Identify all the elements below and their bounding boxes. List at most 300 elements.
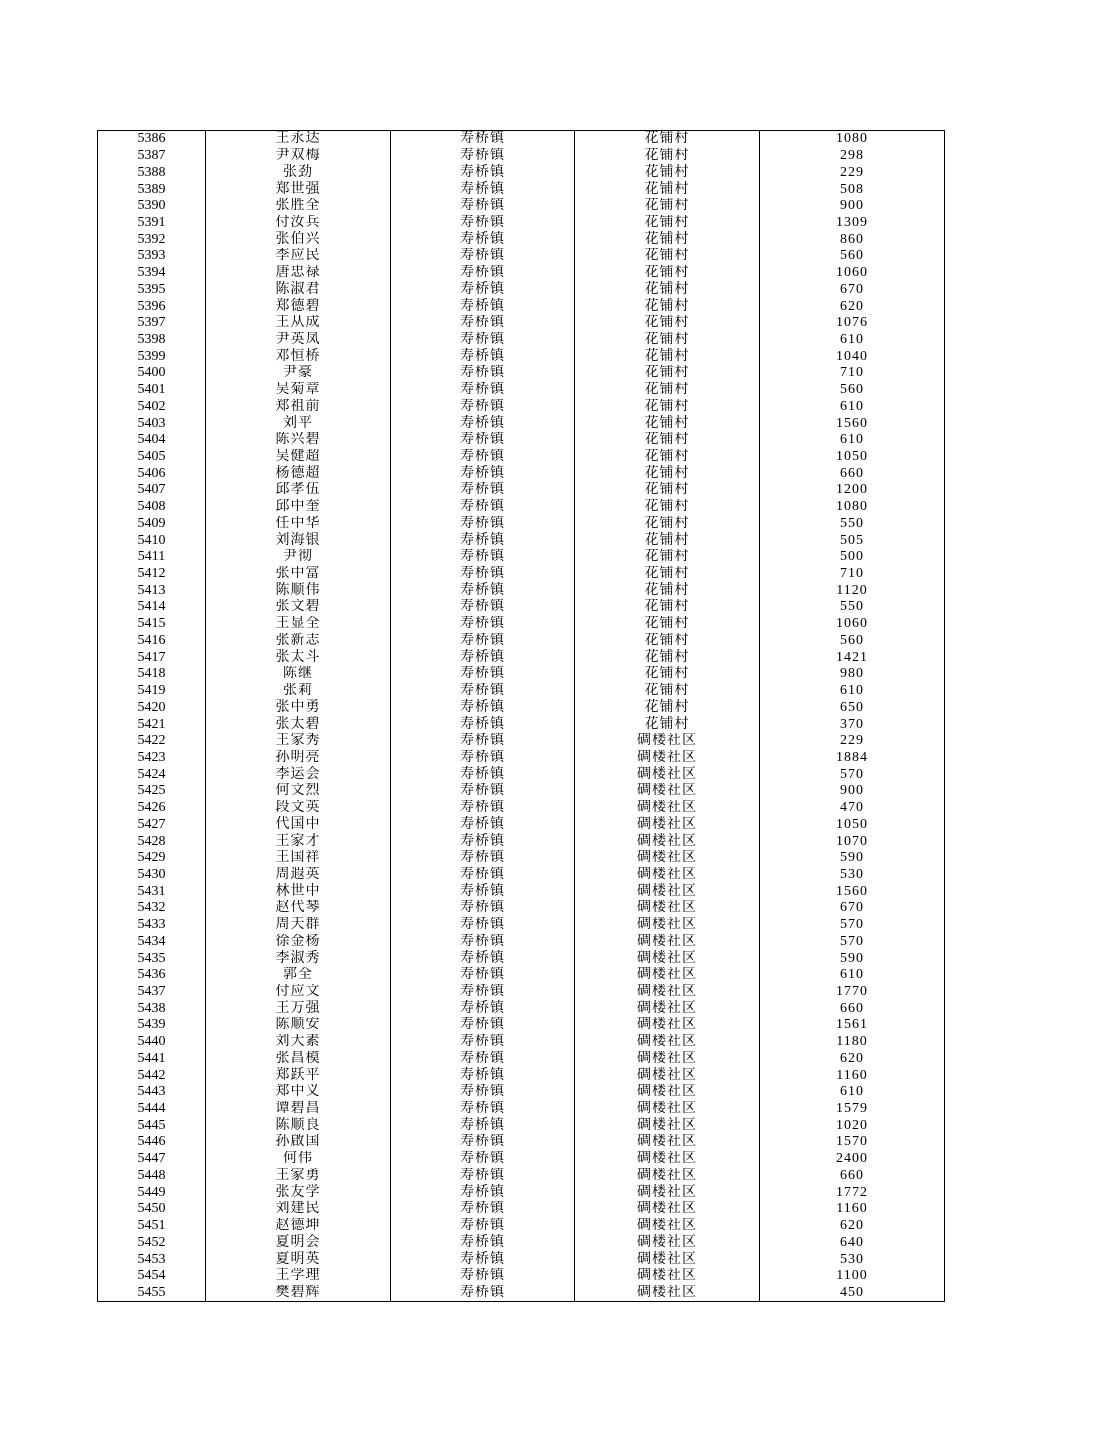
table-row	[98, 616, 945, 633]
name-cell: 王永达	[206, 131, 391, 148]
name-cell: 张昌模	[206, 1051, 391, 1068]
amount-cell: 610	[760, 399, 945, 416]
record-number-cell: 5446	[98, 1134, 206, 1151]
town-cell: 寿桥镇	[391, 399, 575, 416]
table-row	[98, 1218, 945, 1235]
name-cell: 张太碧	[206, 716, 391, 733]
name-cell: 尹双梅	[206, 148, 391, 165]
amount-cell: 508	[760, 181, 945, 198]
record-number-cell: 5443	[98, 1084, 206, 1101]
table-row	[98, 917, 945, 934]
village-cell: 花铺村	[575, 164, 760, 181]
record-number-cell: 5398	[98, 332, 206, 349]
record-number-cell: 5402	[98, 399, 206, 416]
record-number-cell: 5454	[98, 1268, 206, 1285]
amount-cell: 1076	[760, 315, 945, 332]
record-number-cell: 5396	[98, 298, 206, 315]
name-cell: 何文烈	[206, 783, 391, 800]
record-number-cell: 5388	[98, 164, 206, 181]
town-cell: 寿桥镇	[391, 699, 575, 716]
name-cell: 张中勇	[206, 699, 391, 716]
village-cell: 花铺村	[575, 449, 760, 466]
amount-cell: 570	[760, 917, 945, 934]
table-row	[98, 1268, 945, 1285]
village-cell: 花铺村	[575, 599, 760, 616]
record-number-cell: 5417	[98, 649, 206, 666]
amount-cell: 1200	[760, 482, 945, 499]
records-table-body	[98, 131, 945, 1302]
village-cell: 碉楼社区	[575, 1101, 760, 1118]
table-row	[98, 281, 945, 298]
table-row	[98, 800, 945, 817]
town-cell: 寿桥镇	[391, 1084, 575, 1101]
table-row	[98, 649, 945, 666]
amount-cell: 1060	[760, 265, 945, 282]
table-row	[98, 415, 945, 432]
table-row	[98, 181, 945, 198]
table-row	[98, 934, 945, 951]
town-cell: 寿桥镇	[391, 967, 575, 984]
town-cell: 寿桥镇	[391, 365, 575, 382]
table-row	[98, 850, 945, 867]
amount-cell: 1120	[760, 582, 945, 599]
record-number-cell: 5447	[98, 1151, 206, 1168]
record-number-cell: 5449	[98, 1184, 206, 1201]
name-cell: 王显全	[206, 616, 391, 633]
record-number-cell: 5395	[98, 281, 206, 298]
town-cell: 寿桥镇	[391, 315, 575, 332]
village-cell: 花铺村	[575, 365, 760, 382]
town-cell: 寿桥镇	[391, 148, 575, 165]
village-cell: 花铺村	[575, 499, 760, 516]
record-number-cell: 5404	[98, 432, 206, 449]
record-number-cell: 5433	[98, 917, 206, 934]
amount-cell: 570	[760, 934, 945, 951]
amount-cell: 1884	[760, 750, 945, 767]
town-cell: 寿桥镇	[391, 950, 575, 967]
record-number-cell: 5400	[98, 365, 206, 382]
amount-cell: 560	[760, 248, 945, 265]
name-cell: 杨德超	[206, 465, 391, 482]
town-cell: 寿桥镇	[391, 1168, 575, 1185]
town-cell: 寿桥镇	[391, 633, 575, 650]
record-number-cell: 5414	[98, 599, 206, 616]
record-number-cell: 5413	[98, 582, 206, 599]
name-cell: 赵代琴	[206, 900, 391, 917]
amount-cell: 620	[760, 1051, 945, 1068]
amount-cell: 610	[760, 683, 945, 700]
amount-cell: 610	[760, 332, 945, 349]
name-cell: 周天群	[206, 917, 391, 934]
town-cell: 寿桥镇	[391, 1134, 575, 1151]
record-number-cell: 5416	[98, 633, 206, 650]
village-cell: 碉楼社区	[575, 1268, 760, 1285]
name-cell: 陈顺良	[206, 1117, 391, 1134]
village-cell: 碉楼社区	[575, 1067, 760, 1084]
name-cell: 郑德碧	[206, 298, 391, 315]
record-number-cell: 5419	[98, 683, 206, 700]
amount-cell: 670	[760, 281, 945, 298]
records-table	[97, 130, 945, 1302]
table-row	[98, 399, 945, 416]
name-cell: 王家秀	[206, 733, 391, 750]
village-cell: 碉楼社区	[575, 1134, 760, 1151]
town-cell: 寿桥镇	[391, 833, 575, 850]
town-cell: 寿桥镇	[391, 1051, 575, 1068]
town-cell: 寿桥镇	[391, 516, 575, 533]
town-cell: 寿桥镇	[391, 131, 575, 148]
table-row	[98, 816, 945, 833]
name-cell: 张友学	[206, 1184, 391, 1201]
table-row	[98, 365, 945, 382]
town-cell: 寿桥镇	[391, 248, 575, 265]
record-number-cell: 5408	[98, 499, 206, 516]
name-cell: 李应民	[206, 248, 391, 265]
table-row	[98, 582, 945, 599]
record-number-cell: 5445	[98, 1117, 206, 1134]
town-cell: 寿桥镇	[391, 867, 575, 884]
village-cell: 花铺村	[575, 482, 760, 499]
record-number-cell: 5390	[98, 198, 206, 215]
village-cell: 碉楼社区	[575, 833, 760, 850]
village-cell: 碉楼社区	[575, 917, 760, 934]
record-number-cell: 5436	[98, 967, 206, 984]
village-cell: 碉楼社区	[575, 1051, 760, 1068]
name-cell: 徐金杨	[206, 934, 391, 951]
amount-cell: 670	[760, 900, 945, 917]
town-cell: 寿桥镇	[391, 1034, 575, 1051]
amount-cell: 1080	[760, 131, 945, 148]
table-row	[98, 1084, 945, 1101]
record-number-cell: 5420	[98, 699, 206, 716]
town-cell: 寿桥镇	[391, 1117, 575, 1134]
name-cell: 何伟	[206, 1151, 391, 1168]
village-cell: 花铺村	[575, 198, 760, 215]
record-number-cell: 5391	[98, 215, 206, 232]
amount-cell: 1560	[760, 415, 945, 432]
village-cell: 碉楼社区	[575, 1034, 760, 1051]
name-cell: 张文碧	[206, 599, 391, 616]
village-cell: 花铺村	[575, 532, 760, 549]
amount-cell: 298	[760, 148, 945, 165]
name-cell: 陈继	[206, 666, 391, 683]
town-cell: 寿桥镇	[391, 1251, 575, 1268]
town-cell: 寿桥镇	[391, 215, 575, 232]
table-row	[98, 900, 945, 917]
village-cell: 花铺村	[575, 432, 760, 449]
amount-cell: 1060	[760, 616, 945, 633]
village-cell: 花铺村	[575, 683, 760, 700]
name-cell: 王家才	[206, 833, 391, 850]
table-row	[98, 984, 945, 1001]
village-cell: 碉楼社区	[575, 800, 760, 817]
record-number-cell: 5455	[98, 1285, 206, 1302]
town-cell: 寿桥镇	[391, 164, 575, 181]
table-row	[98, 248, 945, 265]
table-row	[98, 1234, 945, 1251]
village-cell: 碉楼社区	[575, 783, 760, 800]
table-row	[98, 766, 945, 783]
table-row	[98, 1000, 945, 1017]
town-cell: 寿桥镇	[391, 1285, 575, 1302]
table-row	[98, 1117, 945, 1134]
table-row	[98, 666, 945, 683]
amount-cell: 640	[760, 1234, 945, 1251]
amount-cell: 1560	[760, 883, 945, 900]
record-number-cell: 5434	[98, 934, 206, 951]
town-cell: 寿桥镇	[391, 265, 575, 282]
amount-cell: 660	[760, 1168, 945, 1185]
village-cell: 碉楼社区	[575, 1000, 760, 1017]
town-cell: 寿桥镇	[391, 900, 575, 917]
table-row	[98, 733, 945, 750]
name-cell: 孙明亮	[206, 750, 391, 767]
amount-cell: 1160	[760, 1067, 945, 1084]
table-row	[98, 633, 945, 650]
amount-cell: 530	[760, 1251, 945, 1268]
record-number-cell: 5407	[98, 482, 206, 499]
village-cell: 碉楼社区	[575, 1201, 760, 1218]
record-number-cell: 5406	[98, 465, 206, 482]
table-row	[98, 465, 945, 482]
table-row	[98, 1201, 945, 1218]
amount-cell: 660	[760, 465, 945, 482]
record-number-cell: 5392	[98, 231, 206, 248]
town-cell: 寿桥镇	[391, 549, 575, 566]
table-row	[98, 131, 945, 148]
name-cell: 郑祖前	[206, 399, 391, 416]
town-cell: 寿桥镇	[391, 934, 575, 951]
record-number-cell: 5425	[98, 783, 206, 800]
table-row	[98, 482, 945, 499]
village-cell: 花铺村	[575, 549, 760, 566]
amount-cell: 900	[760, 198, 945, 215]
village-cell: 碉楼社区	[575, 1084, 760, 1101]
village-cell: 碉楼社区	[575, 1117, 760, 1134]
record-number-cell: 5426	[98, 800, 206, 817]
table-row	[98, 716, 945, 733]
name-cell: 樊碧辉	[206, 1285, 391, 1302]
town-cell: 寿桥镇	[391, 482, 575, 499]
table-row	[98, 265, 945, 282]
village-cell: 碉楼社区	[575, 1285, 760, 1302]
village-cell: 碉楼社区	[575, 750, 760, 767]
record-number-cell: 5387	[98, 148, 206, 165]
town-cell: 寿桥镇	[391, 1201, 575, 1218]
table-row	[98, 198, 945, 215]
village-cell: 花铺村	[575, 265, 760, 282]
town-cell: 寿桥镇	[391, 181, 575, 198]
table-row	[98, 950, 945, 967]
name-cell: 邱中奎	[206, 499, 391, 516]
amount-cell: 660	[760, 1000, 945, 1017]
name-cell: 张中富	[206, 566, 391, 583]
amount-cell: 560	[760, 382, 945, 399]
amount-cell: 1050	[760, 449, 945, 466]
record-number-cell: 5389	[98, 181, 206, 198]
town-cell: 寿桥镇	[391, 750, 575, 767]
village-cell: 碉楼社区	[575, 984, 760, 1001]
name-cell: 邱孝伍	[206, 482, 391, 499]
village-cell: 碉楼社区	[575, 1168, 760, 1185]
amount-cell: 470	[760, 800, 945, 817]
village-cell: 碉楼社区	[575, 883, 760, 900]
town-cell: 寿桥镇	[391, 1218, 575, 1235]
name-cell: 郑中义	[206, 1084, 391, 1101]
name-cell: 陈顺伟	[206, 582, 391, 599]
record-number-cell: 5418	[98, 666, 206, 683]
table-row	[98, 1134, 945, 1151]
town-cell: 寿桥镇	[391, 1151, 575, 1168]
town-cell: 寿桥镇	[391, 616, 575, 633]
name-cell: 郑跃平	[206, 1067, 391, 1084]
table-row	[98, 1067, 945, 1084]
amount-cell: 1160	[760, 1201, 945, 1218]
table-row	[98, 1184, 945, 1201]
record-number-cell: 5450	[98, 1201, 206, 1218]
amount-cell: 1772	[760, 1184, 945, 1201]
table-row	[98, 499, 945, 516]
record-number-cell: 5401	[98, 382, 206, 399]
name-cell: 郑世强	[206, 181, 391, 198]
town-cell: 寿桥镇	[391, 850, 575, 867]
amount-cell: 500	[760, 549, 945, 566]
record-number-cell: 5453	[98, 1251, 206, 1268]
name-cell: 孙啟国	[206, 1134, 391, 1151]
village-cell: 碉楼社区	[575, 766, 760, 783]
town-cell: 寿桥镇	[391, 1000, 575, 1017]
amount-cell: 1080	[760, 499, 945, 516]
amount-cell: 550	[760, 516, 945, 533]
record-number-cell: 5386	[98, 131, 206, 148]
record-number-cell: 5452	[98, 1234, 206, 1251]
town-cell: 寿桥镇	[391, 432, 575, 449]
table-row	[98, 883, 945, 900]
name-cell: 王从成	[206, 315, 391, 332]
amount-cell: 590	[760, 950, 945, 967]
table-row	[98, 1251, 945, 1268]
name-cell: 周遐英	[206, 867, 391, 884]
village-cell: 花铺村	[575, 633, 760, 650]
village-cell: 花铺村	[575, 699, 760, 716]
village-cell: 花铺村	[575, 666, 760, 683]
amount-cell: 900	[760, 783, 945, 800]
amount-cell: 1309	[760, 215, 945, 232]
name-cell: 付应文	[206, 984, 391, 1001]
town-cell: 寿桥镇	[391, 382, 575, 399]
name-cell: 王学理	[206, 1268, 391, 1285]
amount-cell: 1050	[760, 816, 945, 833]
name-cell: 刘海银	[206, 532, 391, 549]
village-cell: 花铺村	[575, 415, 760, 432]
village-cell: 碉楼社区	[575, 900, 760, 917]
village-cell: 碉楼社区	[575, 850, 760, 867]
village-cell: 花铺村	[575, 298, 760, 315]
village-cell: 花铺村	[575, 315, 760, 332]
village-cell: 花铺村	[575, 181, 760, 198]
amount-cell: 710	[760, 365, 945, 382]
record-number-cell: 5429	[98, 850, 206, 867]
amount-cell: 650	[760, 699, 945, 716]
village-cell: 花铺村	[575, 148, 760, 165]
village-cell: 碉楼社区	[575, 816, 760, 833]
name-cell: 林世中	[206, 883, 391, 900]
name-cell: 刘平	[206, 415, 391, 432]
village-cell: 花铺村	[575, 465, 760, 482]
town-cell: 寿桥镇	[391, 766, 575, 783]
town-cell: 寿桥镇	[391, 917, 575, 934]
amount-cell: 620	[760, 1218, 945, 1235]
village-cell: 花铺村	[575, 281, 760, 298]
town-cell: 寿桥镇	[391, 499, 575, 516]
table-row	[98, 1151, 945, 1168]
amount-cell: 550	[760, 599, 945, 616]
name-cell: 郭全	[206, 967, 391, 984]
amount-cell: 1561	[760, 1017, 945, 1034]
village-cell: 花铺村	[575, 382, 760, 399]
amount-cell: 450	[760, 1285, 945, 1302]
name-cell: 吴菊章	[206, 382, 391, 399]
name-cell: 王国祥	[206, 850, 391, 867]
record-number-cell: 5431	[98, 883, 206, 900]
record-number-cell: 5432	[98, 900, 206, 917]
record-number-cell: 5411	[98, 549, 206, 566]
amount-cell: 610	[760, 967, 945, 984]
name-cell: 李淑秀	[206, 950, 391, 967]
amount-cell: 560	[760, 633, 945, 650]
town-cell: 寿桥镇	[391, 415, 575, 432]
village-cell: 花铺村	[575, 716, 760, 733]
village-cell: 花铺村	[575, 516, 760, 533]
name-cell: 刘建民	[206, 1201, 391, 1218]
table-row	[98, 516, 945, 533]
table-row	[98, 1168, 945, 1185]
name-cell: 张胜全	[206, 198, 391, 215]
amount-cell: 570	[760, 766, 945, 783]
table-row	[98, 867, 945, 884]
table-row	[98, 699, 945, 716]
town-cell: 寿桥镇	[391, 783, 575, 800]
name-cell: 张太斗	[206, 649, 391, 666]
name-cell: 陈淑君	[206, 281, 391, 298]
amount-cell: 505	[760, 532, 945, 549]
amount-cell: 590	[760, 850, 945, 867]
record-number-cell: 5424	[98, 766, 206, 783]
name-cell: 邓恒桥	[206, 348, 391, 365]
record-number-cell: 5405	[98, 449, 206, 466]
name-cell: 王家勇	[206, 1168, 391, 1185]
town-cell: 寿桥镇	[391, 599, 575, 616]
name-cell: 尹英凤	[206, 332, 391, 349]
record-number-cell: 5403	[98, 415, 206, 432]
town-cell: 寿桥镇	[391, 348, 575, 365]
table-row	[98, 231, 945, 248]
name-cell: 王万强	[206, 1000, 391, 1017]
table-row	[98, 967, 945, 984]
name-cell: 吴健超	[206, 449, 391, 466]
amount-cell: 530	[760, 867, 945, 884]
record-number-cell: 5438	[98, 1000, 206, 1017]
village-cell: 花铺村	[575, 231, 760, 248]
village-cell: 花铺村	[575, 616, 760, 633]
town-cell: 寿桥镇	[391, 1101, 575, 1118]
town-cell: 寿桥镇	[391, 281, 575, 298]
table-row	[98, 298, 945, 315]
village-cell: 花铺村	[575, 399, 760, 416]
record-number-cell: 5440	[98, 1034, 206, 1051]
town-cell: 寿桥镇	[391, 683, 575, 700]
village-cell: 花铺村	[575, 215, 760, 232]
